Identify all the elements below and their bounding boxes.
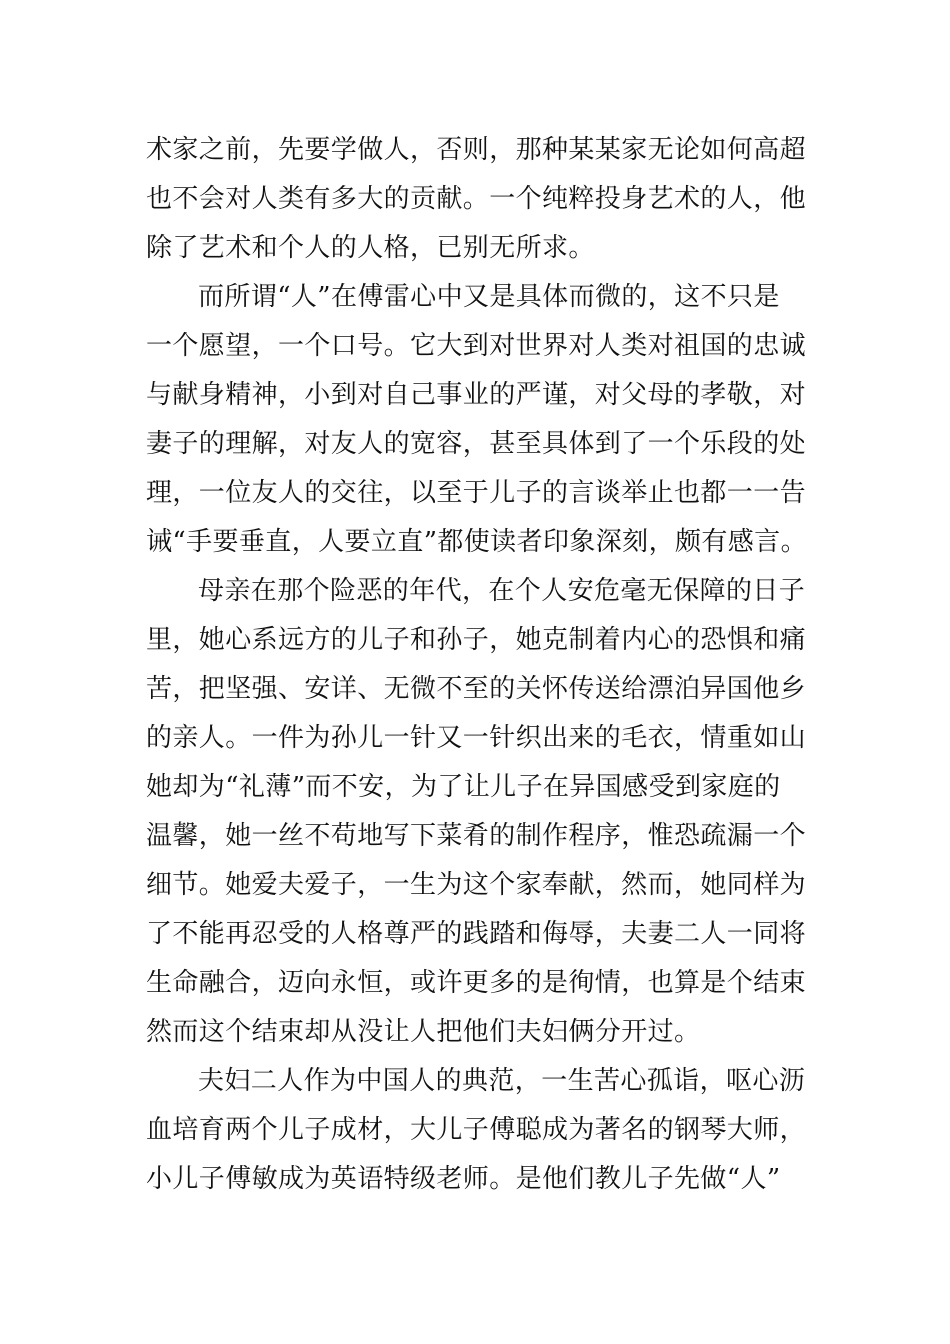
text-line: 除了艺术和个人的人格，已别无所求。 xyxy=(146,233,595,263)
text-line: 她却为“礼薄”而不安，为了让儿子在异国感受到家庭的 xyxy=(146,772,781,802)
text-line: 温馨，她一丝不苟地写下菜肴的制作程序，惟恐疏漏一个 xyxy=(146,821,807,851)
text-line: 小儿子傅敏成为英语特级老师。是他们教儿子先做“人” xyxy=(146,1164,781,1194)
text-line: 术家之前，先要学做人，否则，那种某某家无论如何高超 xyxy=(146,135,807,165)
text-line: 里，她心系远方的儿子和孙子，她克制着内心的恐惧和痛 xyxy=(146,625,807,655)
paragraph-start-line: 夫妇二人作为中国人的典范，一生苦心孤诣，呕心沥 xyxy=(198,1066,806,1096)
text-line: 一个愿望，一个口号。它大到对世界对人类对祖国的忠诚 xyxy=(146,331,807,361)
text-line: 的亲人。一件为孙儿一针又一针织出来的毛衣，情重如山 xyxy=(146,723,807,753)
text-line: 诫“手要垂直，人要立直”都使读者印象深刻，颇有感言。 xyxy=(146,527,807,557)
body-text xyxy=(146,126,810,1204)
text-line: 血培育两个儿子成材，大儿子傅聪成为著名的钢琴大师， xyxy=(146,1115,807,1145)
paragraph-start-line: 母亲在那个险恶的年代，在个人安危毫无保障的日子 xyxy=(198,576,806,606)
text-line: 细节。她爱夫爱子，一生为这个家奉献，然而，她同样为 xyxy=(146,870,807,900)
text-line: 生命融合，迈向永恒，或许更多的是徇情，也算是个结束 xyxy=(146,968,807,998)
text-line: 理，一位友人的交往，以至于儿子的言谈举止也都一一告 xyxy=(146,478,807,508)
text-line: 与献身精神，小到对自己事业的严谨，对父母的孝敬，对 xyxy=(146,380,807,410)
text-line: 也不会对人类有多大的贡献。一个纯粹投身艺术的人，他 xyxy=(146,184,807,214)
text-line: 苦，把坚强、安详、无微不至的关怀传送给漂泊异国他乡 xyxy=(146,674,807,704)
text-line: 然而这个结束却从没让人把他们夫妇俩分开过。 xyxy=(146,1017,701,1047)
text-line: 了不能再忍受的人格尊严的践踏和侮辱，夫妻二人一同将 xyxy=(146,919,807,949)
text-line: 妻子的理解，对友人的宽容，甚至具体到了一个乐段的处 xyxy=(146,429,807,459)
paragraph-start-line: 而所谓“人”在傅雷心中又是具体而微的，这不只是 xyxy=(198,282,780,312)
